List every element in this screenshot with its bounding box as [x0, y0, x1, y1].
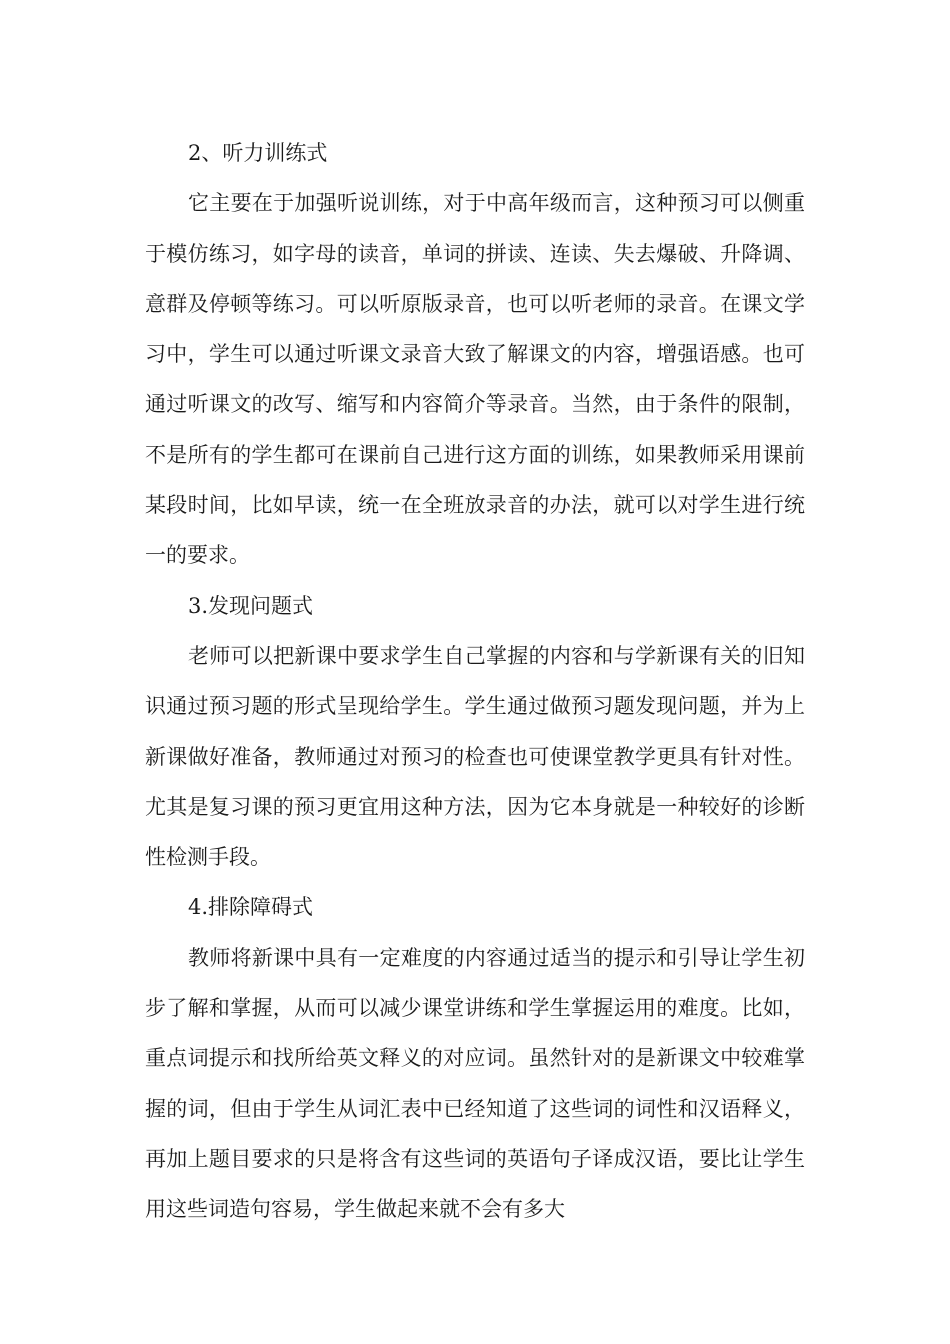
paragraph-listening: 它主要在于加强听说训练，对于中高年级而言，这种预习可以侧重于模仿练习，如字母的读音，单词的拼读、连读、失去爆破、升降调、意群及停顿等练习。可以听原版录音，也可以听老师的录音。在课文学习中，学生可以通过听课文录音大致了解课文的内容，增强语感。也可通过听课文的改写、缩写和内容简介等录音。当然，由于条件的限制，不是所有的学生都可在课前自己进行这方面的训练，如果教师采用课前某段时间，比如早读，统一在全班放录音的办法，就可以对学生进行统一的要求。 — [145, 191, 805, 568]
paragraph-remove-obstacles: 教师将新课中具有一定难度的内容通过适当的提示和引导让学生初步了解和掌握，从而可以减少课堂讲练和学生掌握运用的难度。比如，重点词提示和找所给英文释义的对应词。虽然针对的是新课文中较难掌握的词，但由于学生从词汇表中已经知道了这些词的词性和汉语释义，再加上题目要求的只是将含有这些词的英语句子译成汉语，要比让学生用这些词造句容易，学生做起来就不会有多大 — [145, 945, 805, 1222]
section-heading-listening: 2、听力训练式 — [188, 141, 328, 165]
document-body — [145, 128, 805, 1235]
paragraph-discover-problems: 老师可以把新课中要求学生自己掌握的内容和与学新课有关的旧知识通过预习题的形式呈现给学生。学生通过做预习题发现问题，并为上新课做好准备，教师通过对预习的检查也可使课堂教学更具有针对性。尤其是复习课的预习更宜用这种方法，因为它本身就是一种较好的诊断性检测手段。 — [145, 643, 805, 870]
section-heading-remove-obstacles: 4.排除障碍式 — [188, 895, 314, 920]
section-heading-discover-problems: 3.发现问题式 — [188, 593, 314, 618]
